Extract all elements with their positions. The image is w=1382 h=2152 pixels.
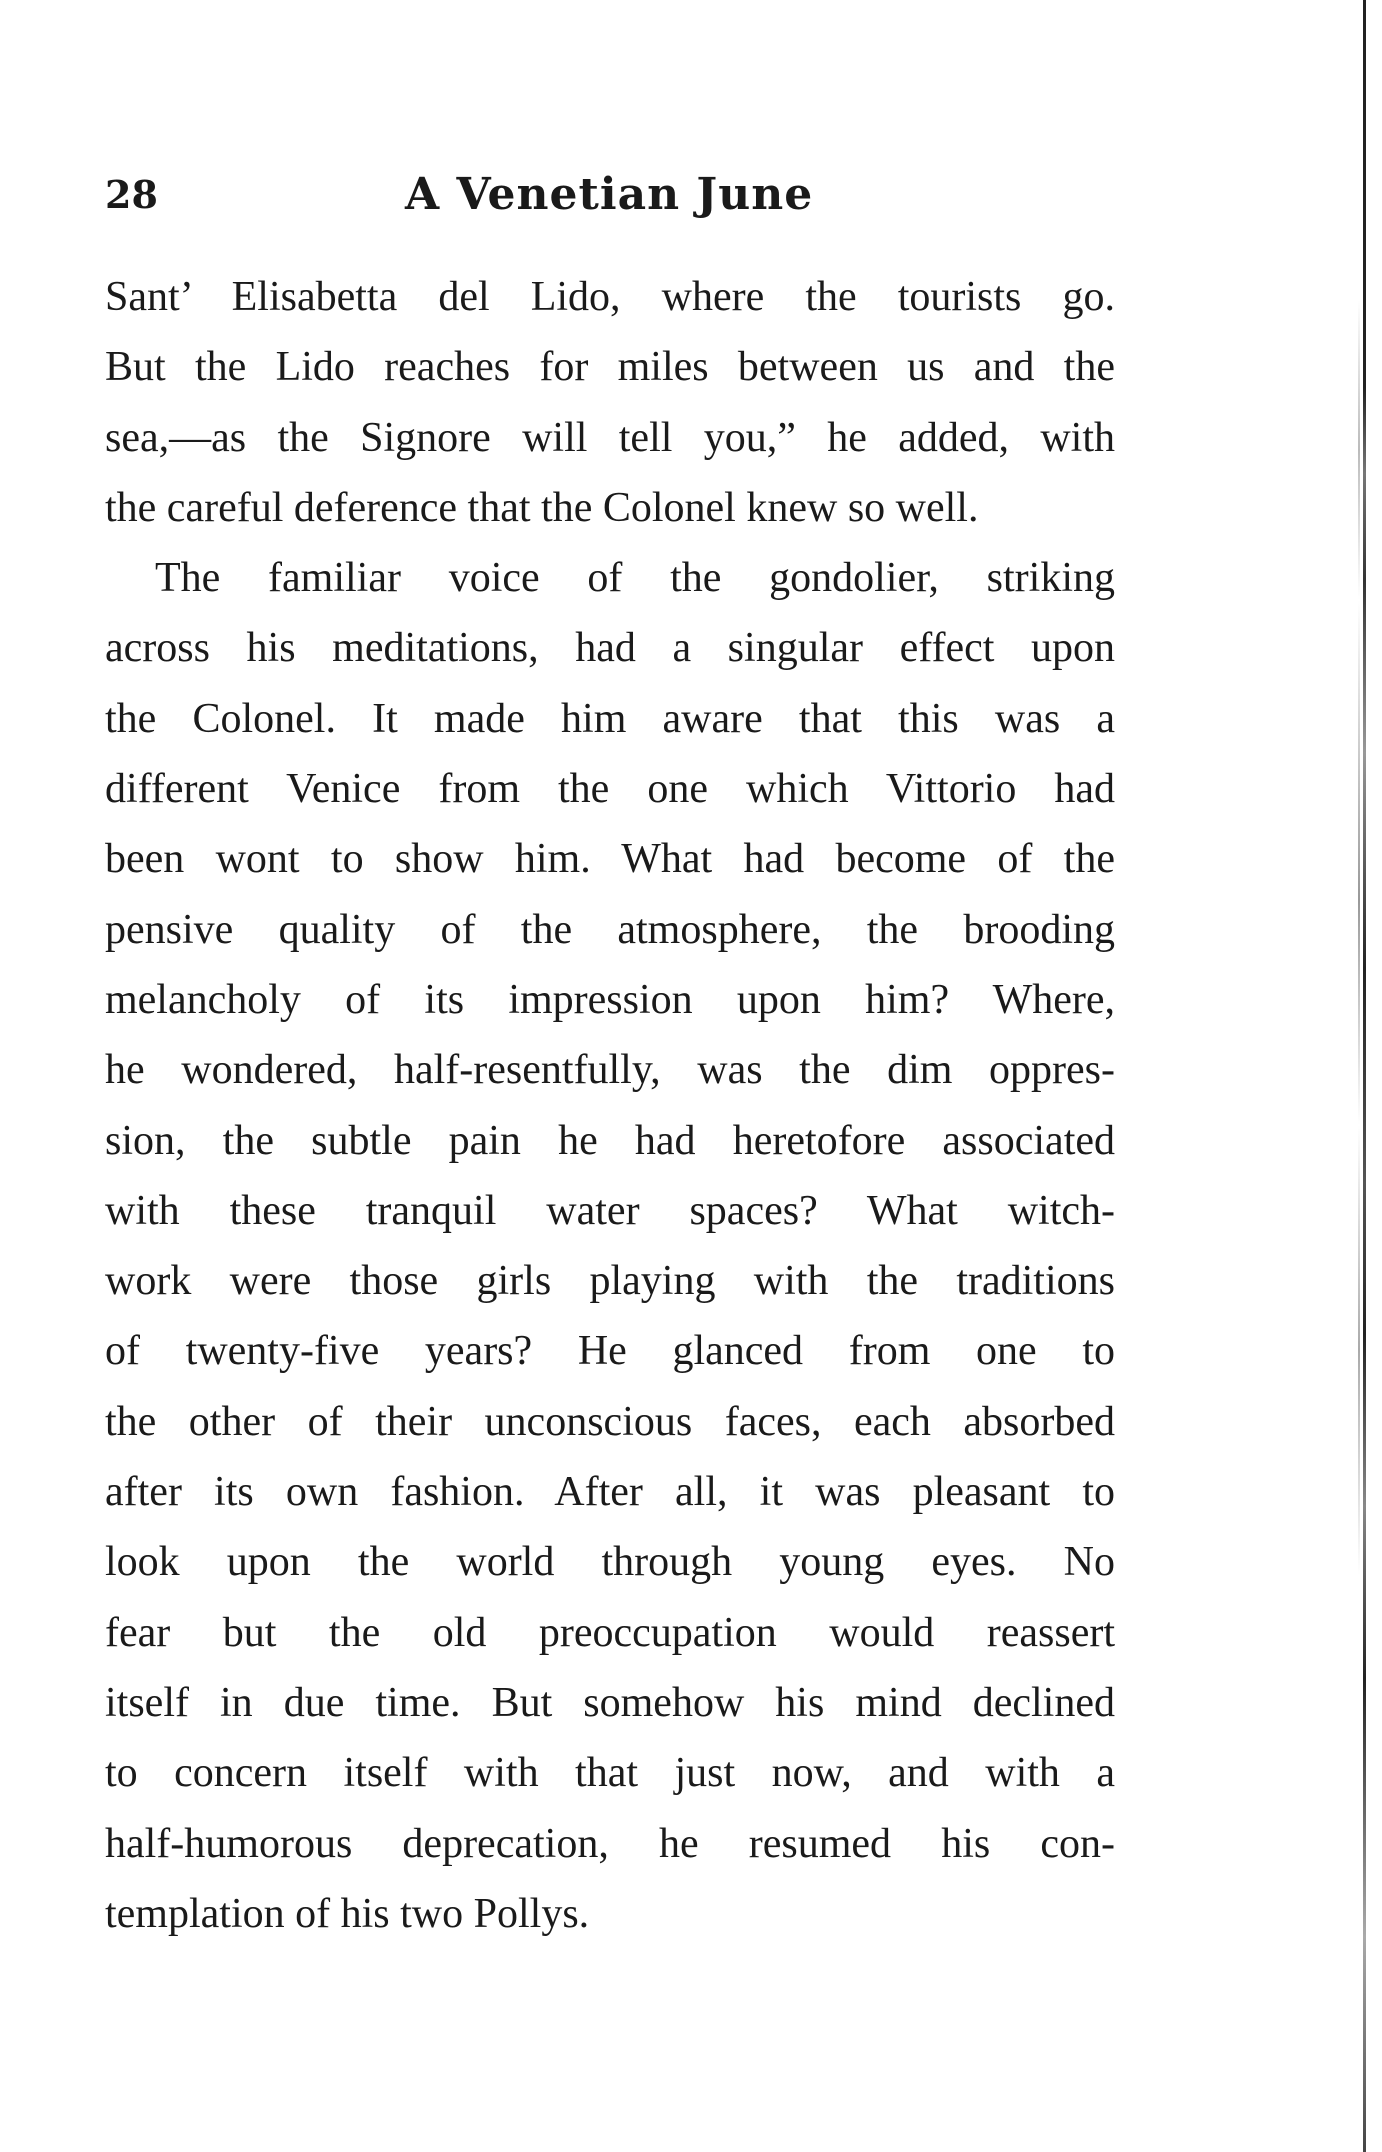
text-line: of twenty-five years? He glanced from one to	[105, 1328, 1115, 1375]
text-line: Sant’ Elisabetta del Lido, where the tourists go.	[105, 274, 1115, 320]
text-line: sea,—as the Signore will tell you,” he added, with	[105, 414, 1115, 461]
text-line: pensive quality of the atmosphere, the brooding	[105, 906, 1115, 953]
text-line: to concern itself with that just now, and with a	[105, 1750, 1115, 1797]
text-line: across his meditations, had a singular effect upon	[105, 625, 1115, 672]
running-head	[105, 165, 1115, 225]
text-line: after its own fashion. After all, it was pleasant to	[105, 1469, 1115, 1516]
text-line: itself in due time. But somehow his mind declined	[105, 1679, 1115, 1726]
page-edge-shadow	[1363, 0, 1366, 2152]
text-line: sion, the subtle pain he had heretofore associated	[105, 1117, 1115, 1164]
text-line: work were those girls playing with the traditions	[105, 1258, 1115, 1305]
text-line: look upon the world through young eyes. No	[105, 1539, 1115, 1586]
paragraph-last-line: templation of his two Pollys.	[105, 1890, 590, 1937]
running-title: A Venetian June	[405, 169, 814, 220]
text-line: different Venice from the one which Vittorio had	[105, 766, 1115, 813]
text-line: fear but the old preoccupation would reassert	[105, 1609, 1115, 1656]
text-line: half-humorous deprecation, he resumed his con-	[105, 1820, 1115, 1867]
paragraph-last-line: the careful deference that the Colonel knew so well.	[105, 484, 979, 531]
body-text	[105, 262, 1115, 1949]
text-line: been wont to show him. What had become of the	[105, 836, 1115, 883]
text-line: with these tranquil water spaces? What witch-	[105, 1187, 1115, 1234]
page-number: 28	[105, 172, 158, 217]
page-edge-texture	[1358, 300, 1360, 1800]
text-line: But the Lido reaches for miles between us and the	[105, 344, 1115, 391]
text-line: melancholy of its impression upon him? Where,	[105, 976, 1115, 1023]
paragraph-first-line: The familiar voice of the gondolier, striking	[155, 555, 1115, 602]
text-line: the other of their unconscious faces, each absorbed	[105, 1398, 1115, 1445]
text-line: the Colonel. It made him aware that this was a	[105, 695, 1115, 742]
text-line: he wondered, half-resentfully, was the dim oppres-	[105, 1047, 1115, 1094]
